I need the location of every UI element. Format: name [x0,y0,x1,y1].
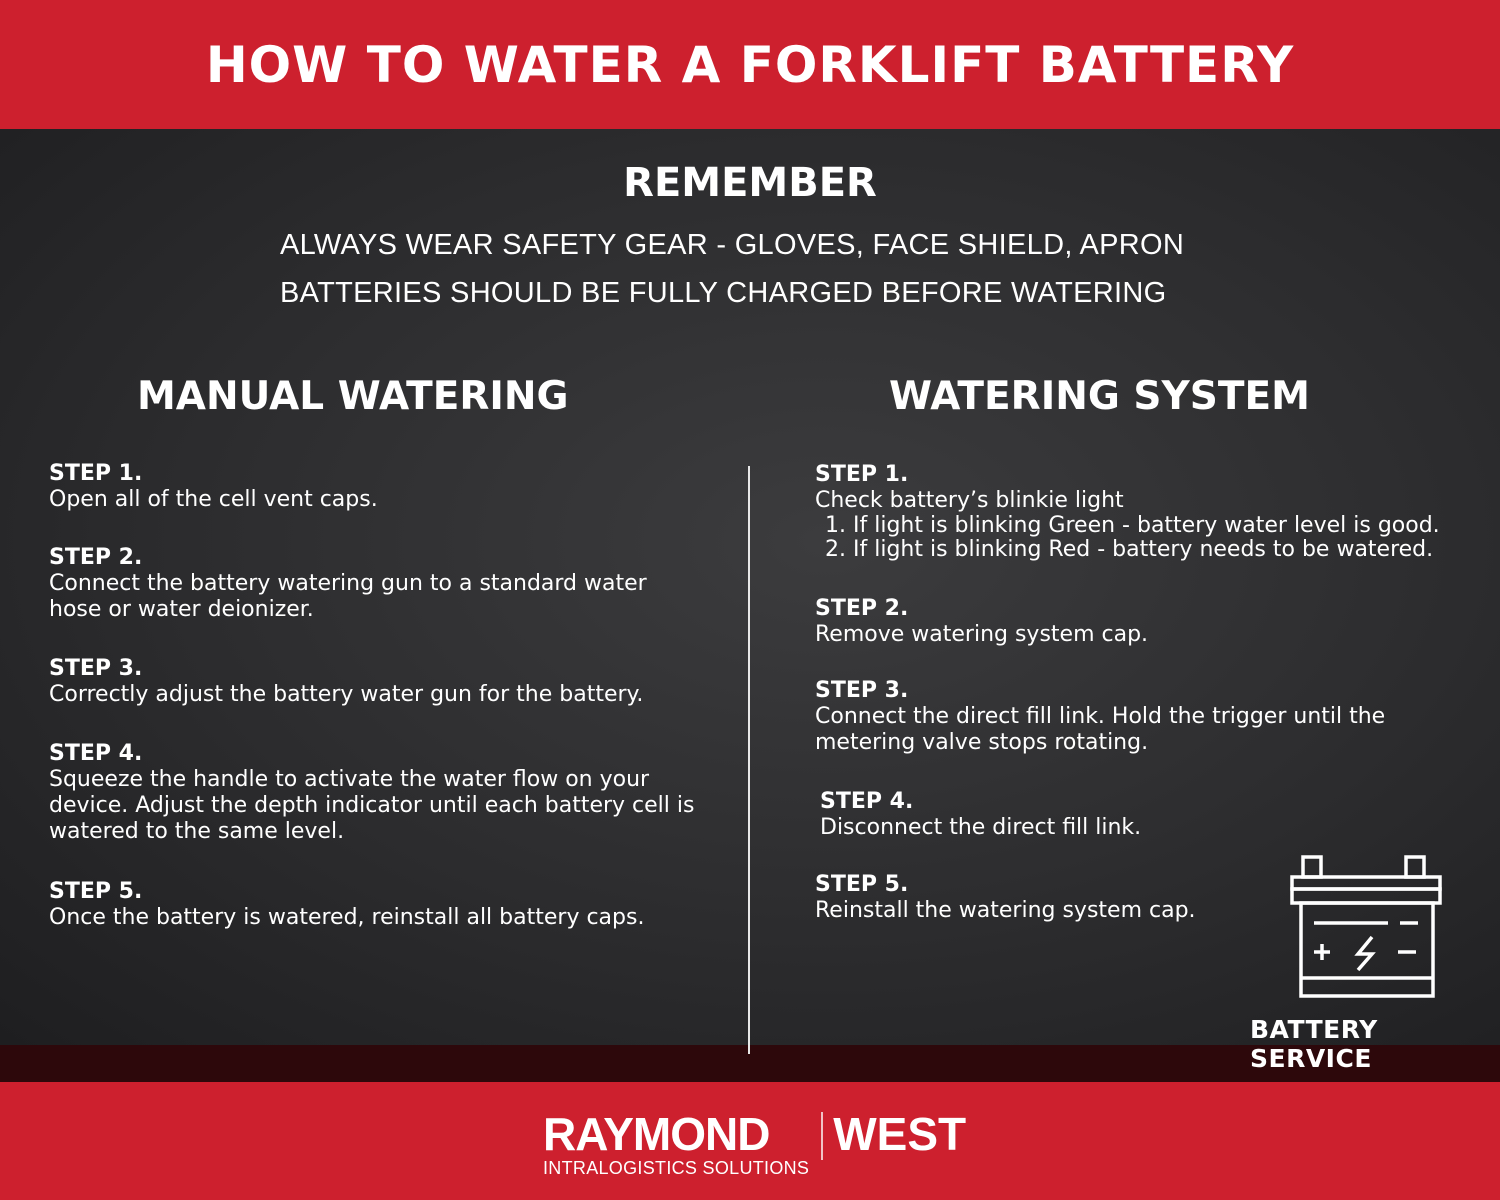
manual-step [49,461,709,513]
header-banner [0,0,1500,129]
system-step [815,678,1435,756]
system-step [815,462,1495,562]
logo-partner: WEST [833,1108,967,1160]
raymond-west-logo [543,1108,967,1179]
step-label: STEP 3. [815,678,909,703]
remember-line: ALWAYS WEAR SAFETY GEAR - GLOVES, FACE SHIELD, APRON [280,229,1185,261]
system-step [820,789,1420,841]
sub-item: 2. If light is blinking Red - battery needs to be watered. [853,538,1495,562]
logo-divider [821,1112,823,1160]
column-divider [748,466,750,1054]
logo-tagline: INTRALOGISTICS SOLUTIONS [543,1158,810,1178]
remember-line: BATTERIES SHOULD BE FULLY CHARGED BEFORE WATERING [280,277,1167,309]
step-text: Connect the direct fill link. Hold the trigger until the metering valve stops rotating. [815,704,1386,755]
step-label: STEP 1. [49,461,143,486]
logo-brand: RAYMOND [543,1108,770,1160]
manual-watering-title: MANUAL WATERING [137,374,569,419]
step-label: STEP 2. [815,596,909,621]
step-label: STEP 5. [49,879,143,904]
page-title: HOW TO WATER A FORKLIFT BATTERY [205,35,1295,94]
sub-item: 1. If light is blinking Green - battery water level is good. [853,514,1495,538]
manual-step [49,879,729,931]
step-label: STEP 4. [49,741,143,766]
step-text: Correctly adjust the battery water gun for the battery. [49,682,644,707]
step-label: STEP 5. [815,872,909,897]
system-step [815,872,1255,924]
watering-system-title: WATERING SYSTEM [889,374,1310,419]
step-text: Remove watering system cap. [815,622,1149,647]
step-text: Check battery’s blinkie light [815,488,1124,513]
manual-step [49,545,689,623]
battery-service-label: BATTERY SERVICE [1250,1015,1378,1073]
step-label: STEP 3. [49,656,143,681]
remember-heading: REMEMBER [623,160,877,206]
step-label: STEP 1. [815,462,909,487]
battery-icon [1290,855,1442,1000]
step-label: STEP 4. [820,789,914,814]
step-text: Disconnect the direct fill link. [820,815,1142,840]
manual-step [49,741,729,845]
step-text: Squeeze the handle to activate the water flow on your device. Adjust the depth indicator until each battery cell is watered to the same level. [49,767,695,844]
step-label: STEP 2. [49,545,143,570]
step-text: Open all of the cell vent caps. [49,487,378,512]
step-text: Connect the battery watering gun to a standard water hose or water deionizer. [49,571,647,622]
manual-step [49,656,709,708]
step-text: Once the battery is watered, reinstall all battery caps. [49,905,645,930]
step-text: Reinstall the watering system cap. [815,898,1196,923]
system-step [815,596,1475,648]
